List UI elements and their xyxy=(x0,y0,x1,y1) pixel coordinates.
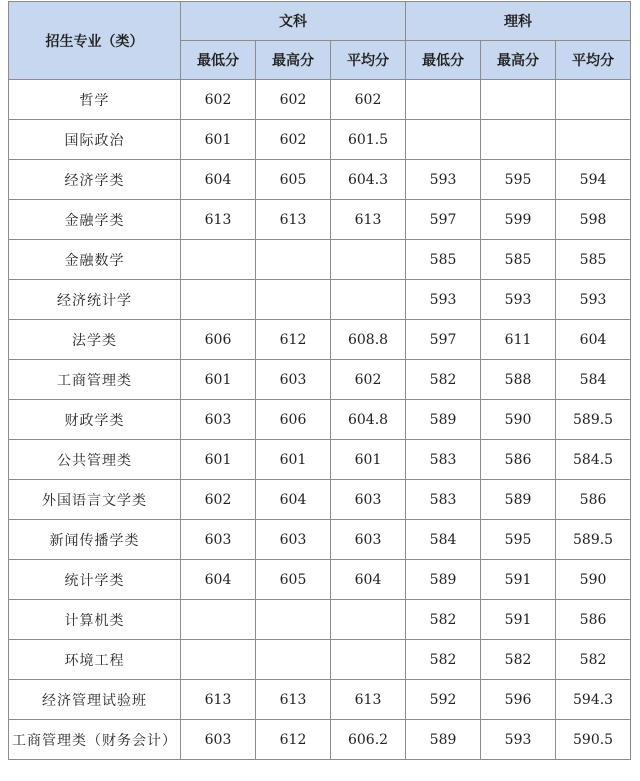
score-cell-wen-min: 603 xyxy=(181,400,256,440)
score-cell-li-avg: 590 xyxy=(556,560,631,600)
score-cell-li-min: 584 xyxy=(406,520,481,560)
score-cell-li-min xyxy=(406,120,481,160)
score-cell-li-max: 596 xyxy=(481,680,556,720)
major-name-cell: 计算机类 xyxy=(9,600,181,640)
score-cell-wen-avg: 604.3 xyxy=(331,160,406,200)
score-cell-wen-min: 602 xyxy=(181,80,256,120)
major-name-cell: 外国语言文学类 xyxy=(9,480,181,520)
table-row xyxy=(9,640,631,680)
score-cell-wen-avg: 604 xyxy=(331,560,406,600)
score-cell-li-min: 585 xyxy=(406,240,481,280)
score-cell-wen-max: 605 xyxy=(256,560,331,600)
score-cell-li-max: 593 xyxy=(481,720,556,760)
table-row xyxy=(9,280,631,320)
major-name-cell: 经济统计学 xyxy=(9,280,181,320)
major-name-cell: 公共管理类 xyxy=(9,440,181,480)
table-row xyxy=(9,440,631,480)
major-name-cell: 财政学类 xyxy=(9,400,181,440)
score-cell-wen-avg: 608.8 xyxy=(331,320,406,360)
score-cell-li-max: 588 xyxy=(481,360,556,400)
score-cell-li-max: 595 xyxy=(481,520,556,560)
header-group-wen: 文科 xyxy=(181,2,406,41)
score-cell-li-avg xyxy=(556,80,631,120)
score-cell-wen-max: 613 xyxy=(256,680,331,720)
score-cell-wen-max: 603 xyxy=(256,360,331,400)
score-cell-li-avg: 589.5 xyxy=(556,520,631,560)
score-cell-wen-min: 601 xyxy=(181,120,256,160)
major-name-cell: 统计学类 xyxy=(9,560,181,600)
score-cell-li-max: 585 xyxy=(481,240,556,280)
score-cell-li-avg: 586 xyxy=(556,600,631,640)
score-cell-wen-max: 605 xyxy=(256,160,331,200)
score-cell-wen-min: 613 xyxy=(181,200,256,240)
score-cell-wen-min xyxy=(181,600,256,640)
score-cell-wen-avg: 604.8 xyxy=(331,400,406,440)
score-cell-li-avg: 604 xyxy=(556,320,631,360)
score-cell-li-max: 611 xyxy=(481,320,556,360)
score-cell-wen-min: 604 xyxy=(181,560,256,600)
score-cell-li-avg: 594 xyxy=(556,160,631,200)
score-cell-wen-avg xyxy=(331,640,406,680)
score-cell-wen-avg xyxy=(331,240,406,280)
score-cell-wen-max: 603 xyxy=(256,520,331,560)
score-cell-wen-avg: 601.5 xyxy=(331,120,406,160)
score-cell-li-min: 582 xyxy=(406,360,481,400)
score-cell-li-min: 593 xyxy=(406,280,481,320)
header-li-min: 最低分 xyxy=(406,41,481,80)
score-cell-wen-min: 606 xyxy=(181,320,256,360)
header-wen-min: 最低分 xyxy=(181,41,256,80)
score-cell-wen-min: 613 xyxy=(181,680,256,720)
score-cell-li-max xyxy=(481,80,556,120)
score-cell-li-min: 582 xyxy=(406,640,481,680)
score-cell-li-avg: 589.5 xyxy=(556,400,631,440)
score-cell-wen-min: 601 xyxy=(181,440,256,480)
table-row xyxy=(9,80,631,120)
score-cell-wen-max: 604 xyxy=(256,480,331,520)
score-cell-wen-min xyxy=(181,640,256,680)
table-body xyxy=(9,80,631,760)
score-cell-li-min: 593 xyxy=(406,160,481,200)
score-cell-li-avg: 594.3 xyxy=(556,680,631,720)
table-row xyxy=(9,520,631,560)
score-cell-wen-max xyxy=(256,280,331,320)
major-name-cell: 新闻传播学类 xyxy=(9,520,181,560)
score-cell-li-min: 583 xyxy=(406,480,481,520)
score-cell-li-max: 595 xyxy=(481,160,556,200)
table-row xyxy=(9,400,631,440)
score-cell-li-avg: 590.5 xyxy=(556,720,631,760)
score-cell-wen-max xyxy=(256,600,331,640)
score-cell-wen-avg: 606.2 xyxy=(331,720,406,760)
score-cell-li-avg: 582 xyxy=(556,640,631,680)
score-cell-li-min: 582 xyxy=(406,600,481,640)
score-cell-wen-max: 601 xyxy=(256,440,331,480)
table-row xyxy=(9,480,631,520)
header-wen-avg: 平均分 xyxy=(331,41,406,80)
major-name-cell: 经济学类 xyxy=(9,160,181,200)
major-name-cell: 工商管理类（财务会计） xyxy=(9,720,181,760)
score-cell-li-avg: 586 xyxy=(556,480,631,520)
score-cell-wen-avg: 602 xyxy=(331,80,406,120)
score-cell-wen-min: 603 xyxy=(181,720,256,760)
table-row xyxy=(9,160,631,200)
table-row xyxy=(9,720,631,760)
header-li-max: 最高分 xyxy=(481,41,556,80)
score-cell-li-min: 592 xyxy=(406,680,481,720)
score-cell-wen-max: 606 xyxy=(256,400,331,440)
header-li-avg: 平均分 xyxy=(556,41,631,80)
major-name-cell: 国际政治 xyxy=(9,120,181,160)
score-cell-li-min: 583 xyxy=(406,440,481,480)
table-row xyxy=(9,560,631,600)
score-cell-wen-min: 603 xyxy=(181,520,256,560)
score-cell-li-avg: 584.5 xyxy=(556,440,631,480)
score-cell-wen-avg: 613 xyxy=(331,680,406,720)
score-cell-li-max: 586 xyxy=(481,440,556,480)
admission-score-table xyxy=(8,1,631,760)
score-cell-li-min: 589 xyxy=(406,560,481,600)
score-cell-wen-max: 613 xyxy=(256,200,331,240)
major-name-cell: 法学类 xyxy=(9,320,181,360)
score-table-container xyxy=(8,1,631,760)
score-cell-li-avg: 585 xyxy=(556,240,631,280)
score-cell-li-max: 582 xyxy=(481,640,556,680)
major-name-cell: 金融学类 xyxy=(9,200,181,240)
score-cell-wen-min xyxy=(181,240,256,280)
score-cell-wen-avg xyxy=(331,280,406,320)
table-row xyxy=(9,240,631,280)
score-cell-li-max xyxy=(481,120,556,160)
table-row xyxy=(9,360,631,400)
score-cell-wen-avg: 601 xyxy=(331,440,406,480)
header-major: 招生专业（类） xyxy=(9,2,181,80)
score-cell-wen-avg: 603 xyxy=(331,520,406,560)
table-row xyxy=(9,320,631,360)
score-cell-li-max: 593 xyxy=(481,280,556,320)
score-cell-wen-min xyxy=(181,280,256,320)
score-cell-wen-avg: 613 xyxy=(331,200,406,240)
major-name-cell: 工商管理类 xyxy=(9,360,181,400)
header-group-li: 理科 xyxy=(406,2,631,41)
major-name-cell: 经济管理试验班 xyxy=(9,680,181,720)
score-cell-wen-max: 602 xyxy=(256,120,331,160)
score-cell-li-avg: 593 xyxy=(556,280,631,320)
score-cell-wen-max: 602 xyxy=(256,80,331,120)
table-row xyxy=(9,120,631,160)
score-cell-wen-avg: 603 xyxy=(331,480,406,520)
score-cell-li-min xyxy=(406,80,481,120)
score-cell-li-max: 599 xyxy=(481,200,556,240)
score-cell-li-max: 589 xyxy=(481,480,556,520)
score-cell-wen-max: 612 xyxy=(256,320,331,360)
score-cell-wen-max xyxy=(256,640,331,680)
score-cell-li-max: 590 xyxy=(481,400,556,440)
score-cell-li-max: 591 xyxy=(481,600,556,640)
score-cell-li-avg: 598 xyxy=(556,200,631,240)
score-cell-wen-avg: 602 xyxy=(331,360,406,400)
header-wen-max: 最高分 xyxy=(256,41,331,80)
score-cell-li-min: 597 xyxy=(406,320,481,360)
major-name-cell: 环境工程 xyxy=(9,640,181,680)
score-cell-wen-min: 601 xyxy=(181,360,256,400)
score-cell-li-max: 591 xyxy=(481,560,556,600)
score-cell-li-min: 589 xyxy=(406,400,481,440)
table-row xyxy=(9,600,631,640)
major-name-cell: 哲学 xyxy=(9,80,181,120)
major-name-cell: 金融数学 xyxy=(9,240,181,280)
table-row xyxy=(9,200,631,240)
score-cell-li-min: 589 xyxy=(406,720,481,760)
table-header xyxy=(9,2,631,80)
score-cell-li-avg xyxy=(556,120,631,160)
score-cell-wen-max: 612 xyxy=(256,720,331,760)
score-cell-wen-max xyxy=(256,240,331,280)
table-row xyxy=(9,680,631,720)
score-cell-li-avg: 584 xyxy=(556,360,631,400)
score-cell-wen-min: 602 xyxy=(181,480,256,520)
score-cell-li-min: 597 xyxy=(406,200,481,240)
score-cell-wen-min: 604 xyxy=(181,160,256,200)
score-cell-wen-avg xyxy=(331,600,406,640)
